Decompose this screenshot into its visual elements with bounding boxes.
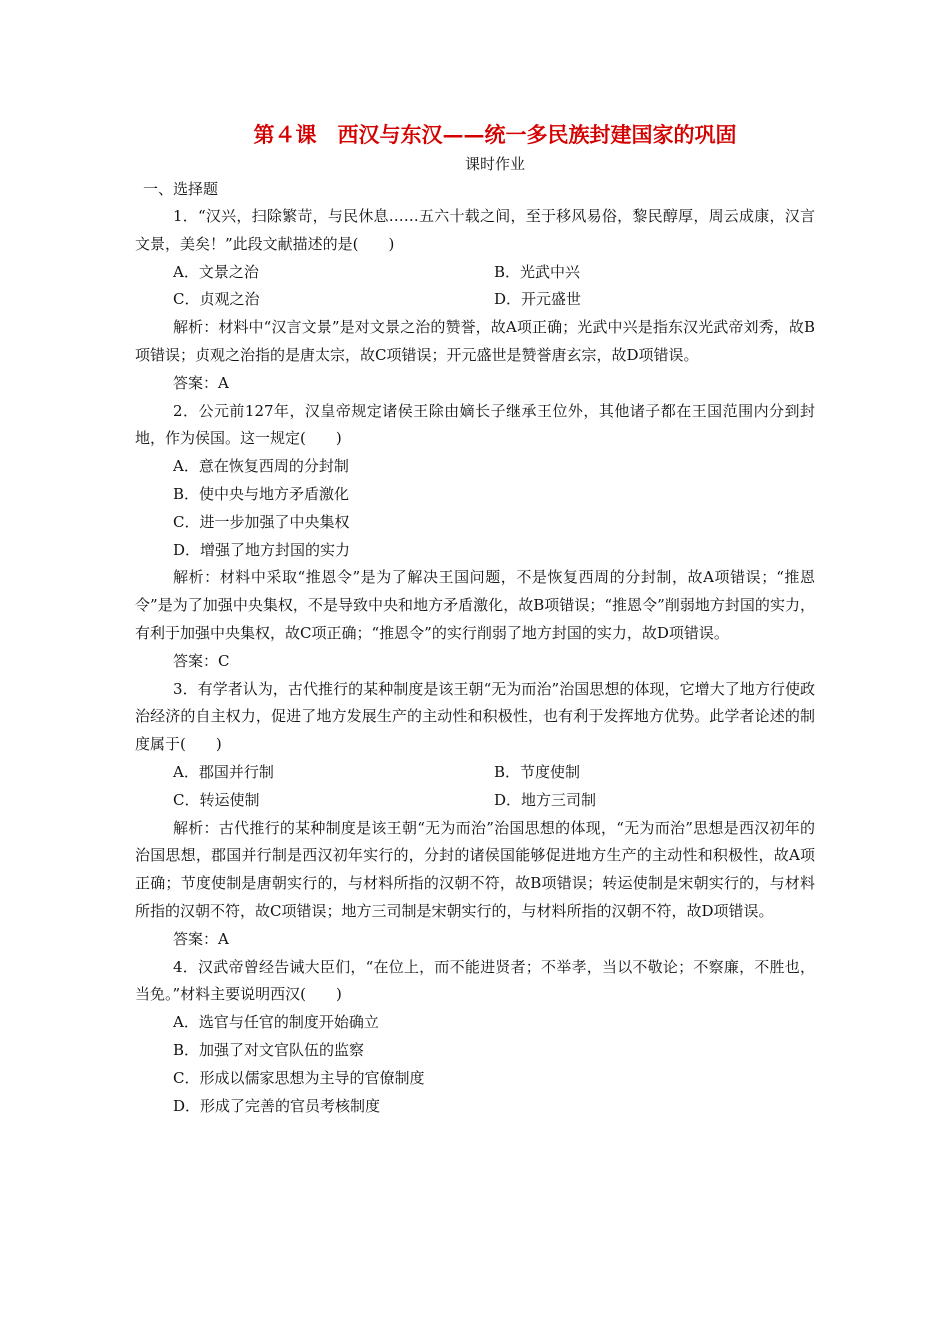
question-1-options-row-1 — [135, 259, 815, 287]
section-heading: 一、选择题 — [143, 180, 219, 198]
question-2-answer: 答案：C — [173, 651, 230, 670]
question-1-option-b: B．光武中兴 — [494, 262, 581, 281]
question-4-option-b: B．加强了对文官队伍的监察 — [173, 1040, 365, 1059]
question-4-option-d: D．形成了完善的官员考核制度 — [173, 1096, 381, 1115]
question-3-option-b: B．节度使制 — [494, 762, 581, 781]
question-1-option-c: C．贞观之治 — [173, 290, 260, 309]
question-2-option-c: C．进一步加强了中央集权 — [173, 512, 350, 531]
question-3-stem: 3．有学者认为，古代推行的某种制度是该王朝“无为而治”治国思想的体现，它增大了地方行使政治经济的自主权力，促进了地方发展生产的主动性和积极性，也有利于发挥地方优势。此学者论述的制度属于( ) — [135, 679, 815, 754]
question-3-option-a: A．郡国并行制 — [173, 762, 274, 781]
question-3-options-row-1 — [135, 759, 815, 787]
question-2-option-d: D．增强了地方封国的实力 — [173, 540, 351, 559]
question-2-option-a: A．意在恢复西周的分封制 — [173, 457, 349, 476]
question-1-analysis: 解析：材料中“汉言文景”是对文景之治的赞誉，故A项正确；光武中兴是指东汉光武帝刘秀，故B项错误；贞观之治指的是唐太宗，故C项错误；开元盛世是赞誉唐玄宗，故D项错误。 — [135, 318, 815, 364]
page-subtitle: 课时作业 — [464, 155, 525, 173]
question-4-stem: 4．汉武帝曾经告诫大臣们，“在位上，而不能进贤者；不举孝，当以不敬论；不察廉，不胜也，当免。”材料主要说明西汉( ) — [135, 957, 815, 1004]
question-3-options-row-2 — [135, 787, 815, 815]
question-2-analysis: 解析：材料中采取“推恩令”是为了解决王国问题，不是恢复西周的分封制，故A项错误；“推恩令”是为了加强中央集权，不是导致中央和地方矛盾激化，故B项错误；“推恩令”削弱地方封国的实力，有利于加强中央集权，故C项正确；“推恩令”的实行削弱了地方封国的实力，故D项错误。 — [135, 568, 815, 642]
question-1-option-a: A．文景之治 — [173, 262, 259, 281]
question-2-option-b: B．使中央与地方矛盾激化 — [173, 484, 350, 503]
question-1-stem: 1．“汉兴，扫除繁苛，与民休息……五六十载之间，至于移风易俗，黎民醇厚，周云成康，汉言文景，美矣！”此段文献描述的是( ) — [135, 207, 815, 253]
question-1-option-d: D．开元盛世 — [494, 290, 582, 309]
question-1-options-row-2 — [135, 286, 815, 314]
question-2-stem: 2．公元前127年，汉皇帝规定诸侯王除由嫡长子继承王位外，其他诸子都在王国范围内分到封地，作为侯国。这一规定( ) — [135, 401, 815, 448]
question-3-option-c: C．转运使制 — [173, 790, 260, 809]
question-1-answer: 答案：A — [173, 373, 229, 392]
page-title: 第４课 西汉与东汉——统一多民族封建国家的巩固 — [253, 122, 737, 147]
question-3-option-d: D．地方三司制 — [494, 790, 597, 809]
question-4-option-c: C．形成以儒家思想为主导的官僚制度 — [173, 1068, 425, 1087]
question-3-answer: 答案：A — [173, 929, 229, 948]
question-4-option-a: A．选官与任官的制度开始确立 — [173, 1013, 379, 1032]
question-3-analysis: 解析：古代推行的某种制度是该王朝“无为而治”治国思想的体现，“无为而治”思想是西汉初年的治国思想，郡国并行制是西汉初年实行的，分封的诸侯国能够促进地方生产的主动性和积极性，故A项正确；节度使制是唐朝实行的，与材料所指的汉朝不符，故B项错误；转运使制是宋朝实行的，与材料所指的汉朝不符，故C项错误；地方三司制是宋朝实行的，与材料所指的汉朝不符，故D项错误。 — [135, 818, 815, 920]
document-content — [135, 118, 815, 1120]
